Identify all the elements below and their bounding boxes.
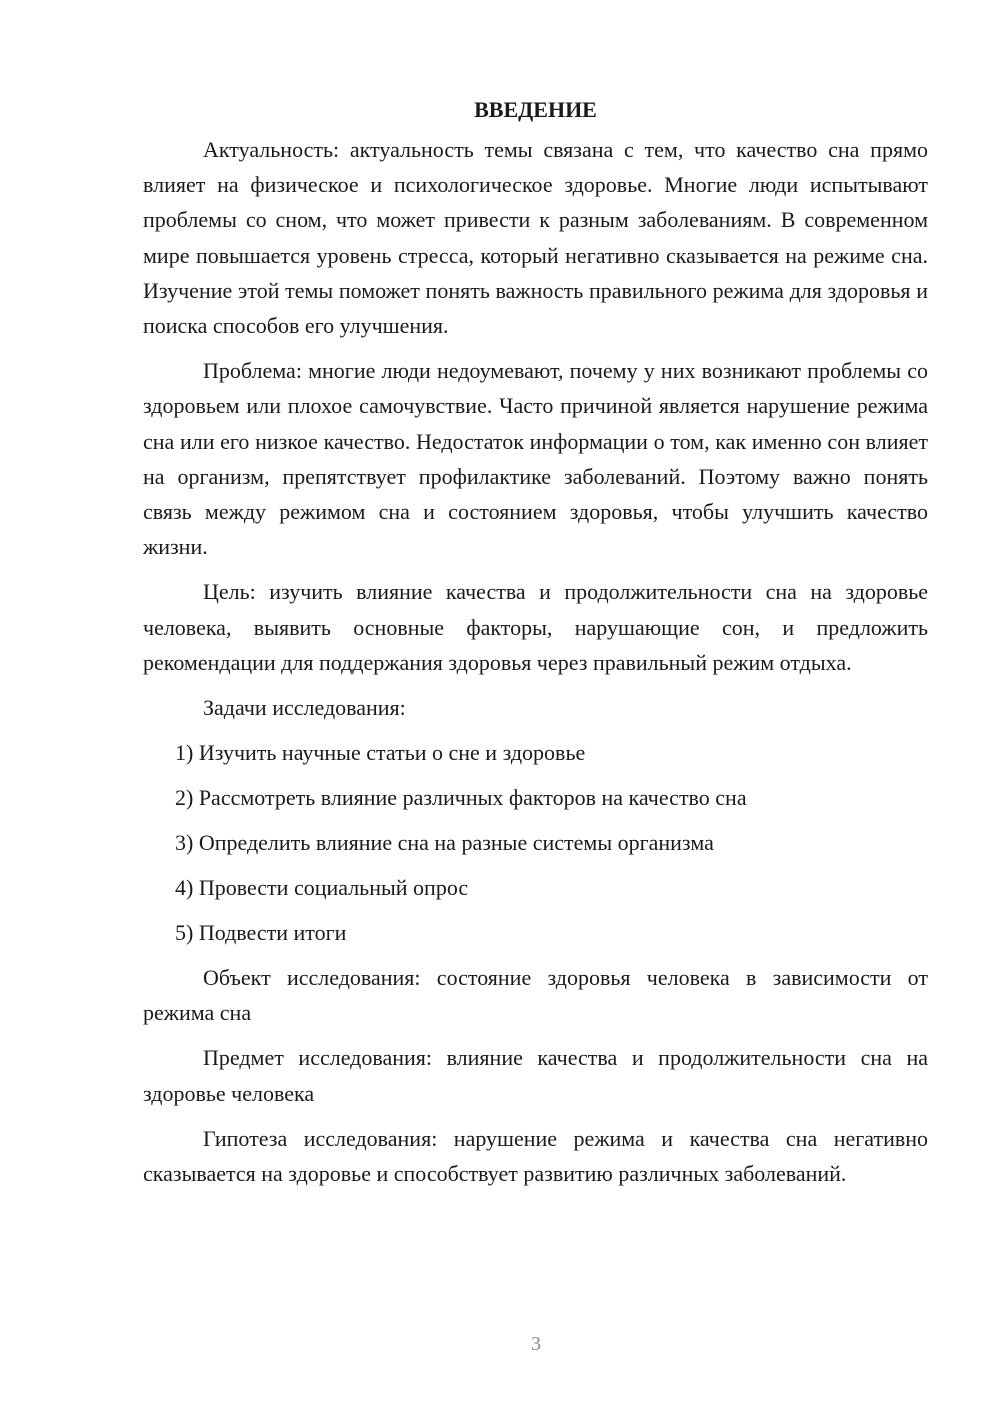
paragraph-object: Объект исследования: состояние здоровья человека в зависимости от режима сна xyxy=(143,965,928,1026)
paragraph-hypothesis: Гипотеза исследования: нарушение режима и качества сна негативно сказывается на здоровье и способствует развитию различных заболеваний. xyxy=(143,1125,928,1187)
list-item: 4) Провести социальный опрос xyxy=(175,875,469,901)
list-item: 5) Подвести итоги xyxy=(175,920,347,946)
paragraph-subject: Предмет исследования: влияние качества и продолжительности сна на здоровье человека xyxy=(143,1045,928,1106)
section-heading: ВВЕДЕНИЕ xyxy=(474,97,597,122)
tasks-heading: Задачи исследования: xyxy=(203,695,406,721)
paragraph-problem: Проблема: многие люди недоумевают, почему у них возникают проблемы со здоровьем или плохое самочувствие. Часто причиной является нарушение режима сна или его низкое качество. Недостаток информации о том, как именно сон влияет на организм, препятствует профилактике заболеваний. Поэтому важно понять связь между режимом сна и состоянием здоровья, чтобы улучшить качество жизни. xyxy=(143,358,928,560)
list-item: 1) Изучить научные статьи о сне и здоровье xyxy=(175,740,586,766)
list-item: 3) Определить влияние сна на разные системы организма xyxy=(175,830,714,856)
paragraph-goal: Цель: изучить влияние качества и продолжительности сна на здоровье человека, выявить основные факторы, нарушающие сон, и предложить рекомендации для поддержания здоровья через правильный режим отдыха. xyxy=(143,579,928,675)
paragraph-relevance: Актуальность: актуальность темы связана с тем, что качество сна прямо влияет на физическое и психологическое здоровье. Многие люди испытывают проблемы со сном, что может привести к разным заболеваниям. В современном мире повышается уровень стресса, который негативно сказывается на режиме сна. Изучение этой темы поможет понять важность правильного режима для здоровья и поиска способов его улучшения. xyxy=(143,137,928,339)
page-number: 3 xyxy=(531,1333,541,1355)
document-page xyxy=(143,92,928,1201)
tasks-list xyxy=(143,735,928,950)
list-item: 2) Рассмотреть влияние различных факторов на качество сна xyxy=(175,785,747,811)
